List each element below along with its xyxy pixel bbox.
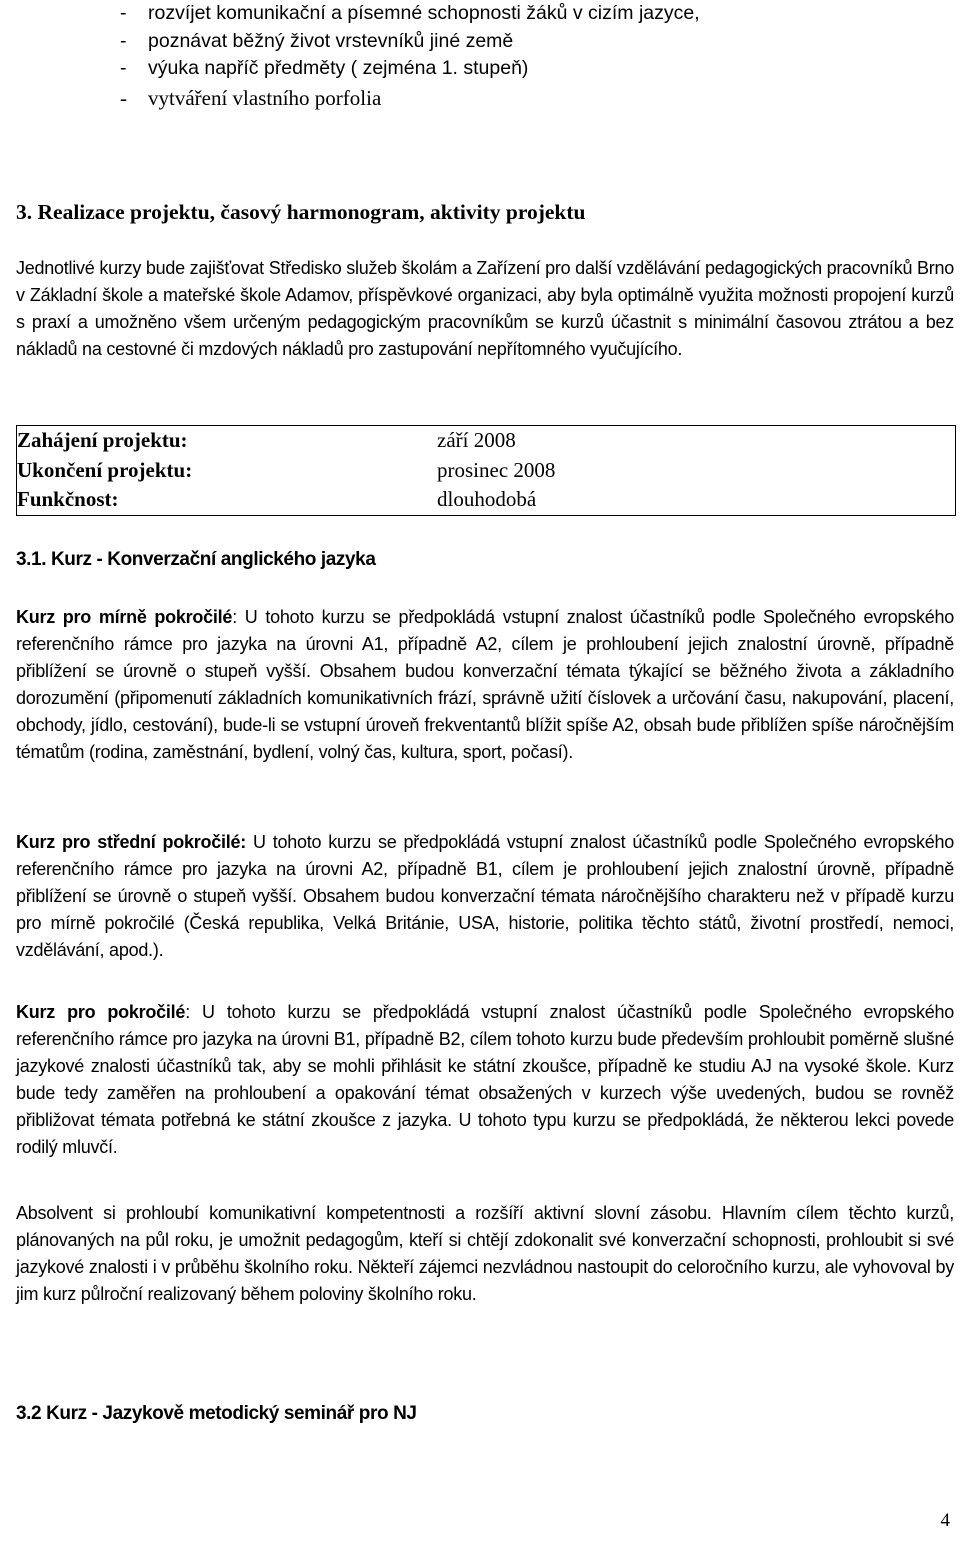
course-intermediate-paragraph <box>16 829 954 964</box>
course-description: U tohoto kurzu se předpokládá vstupní znalost účastníků podle Společného evropského referenčního rámce pro jazyka na úrovni B1, případně B2, cílem tohoto kurzu bude především prohloubit poměrně slušné jazykové znalosti účastníků tak, aby se mohli přihlásit ke státní zkoušce, případně ke studiu AJ na vysoké škole. Kurz bude tedy zaměřen na prohloubení a opakování témat obsažených v kurzech výše uvedených, budou se rovněž přibližovat témata potřebná ke státní zkoušce z jazyka. U tohoto typu kurzu se předpokládá, že některou lekci povede rodilý mluvčí. <box>16 1002 955 1157</box>
course-label-separator: : <box>232 607 237 627</box>
section-3-intro: Jednotlivé kurzy bude zajišťovat Středisko služeb školám a Zařízení pro další vzdělávání pedagogických pracovníků Brno v Základní škole a mateřské škole Adamov, příspěvkové organizaci, aby byla optimálně využita možnosti propojení kurzů s praxí a umožněno všem určeným pedagogickým pracovníkům se kurzů účastnit s minimální časovou ztrátou a bez nákladů na cestovné či mzdových nákladů pro zastupování nepřítomného vyučujícího. <box>16 258 954 359</box>
project-info-table <box>16 425 956 516</box>
list-item <box>120 55 940 83</box>
project-info-value: dlouhodobá <box>437 487 537 511</box>
list-item-text: výuka napříč předměty ( zejména 1. stupeň) <box>148 57 529 79</box>
course-label: Kurz pro pokročilé <box>16 1002 186 1022</box>
list-item-text: poznávat běžný život vrstevníků jiné země <box>148 29 514 52</box>
project-info-value: prosinec 2008 <box>437 457 556 482</box>
course-label-separator: : <box>185 1002 190 1022</box>
course-description: U tohoto kurzu se předpokládá vstupní znalost účastníků podle Společného evropského referenčního rámce pro jazyka na úrovni A1, případně A2, cílem je prohloubení jejich znalostní úrovně, případně přiblížení se úrovně o stupeň vyšší. Obsahem budou konverzační témata týkající se běžného života a základního dorozumění (připomenutí základních komunikativních frází, správně užití číslovek a určování času, nakupování, placení, obchody, jídlo, cestování), bude-li se vstupní úroveň frekventantů blížit spíše A2, obsah bude přiblížen spíše náročnějším tématům (rodina, zaměstnání, bydlení, volný čas, kultura, sport, počasí). <box>16 607 954 762</box>
project-info-value: září 2008 <box>437 428 516 452</box>
course-advanced-paragraph <box>16 999 954 1160</box>
bullet-dash: - <box>120 85 127 110</box>
list-item-text: rozvíjet komunikační a písemné schopnosti žáků v cizím jazyce, <box>148 2 700 24</box>
bullet-dash: - <box>120 2 127 24</box>
list-item <box>120 28 940 56</box>
page-number: 4 <box>940 1510 950 1531</box>
bullet-dash: - <box>120 57 127 79</box>
project-info-row <box>17 456 955 486</box>
course-intermediate-lower-paragraph <box>16 604 954 765</box>
graduate-paragraph: Absolvent si prohloubí komunikativní kompetentnosti a rozšíří aktivní slovní zásobu. Hlavním cílem těchto kurzů, plánovaných na půl roku, je umožnit pedagogům, kteří si chtějí zdokonalit své konverzační schopnosti, prohloubit si své jazykové znalosti i v průběhu školního roku. Někteří zájemci nezvládnou nastoupit do celoročního kurzu, ale vyhovoval by jim kurz půlroční realizovaný během poloviny školního roku. <box>16 1203 954 1304</box>
list-item <box>120 85 940 113</box>
project-info-label: Funkčnost: <box>17 487 119 511</box>
project-info-label: Zahájení projektu: <box>17 428 188 452</box>
project-info-row <box>17 426 955 456</box>
section-3-2-heading: 3.2 Kurz - Jazykově metodický seminář pro NJ <box>16 1403 417 1424</box>
goals-list <box>120 0 940 110</box>
course-label: Kurz pro mírně pokročilé <box>16 607 233 627</box>
list-item-text: vytváření vlastního porfolia <box>148 85 382 110</box>
section-3-heading: 3. Realizace projektu, časový harmonogram, aktivity projektu <box>16 200 586 224</box>
project-info-label: Ukončení projektu: <box>17 457 193 482</box>
project-info-row <box>17 485 955 515</box>
bullet-dash: - <box>120 29 127 52</box>
list-item <box>120 0 940 28</box>
section-3-1-heading: 3.1. Kurz - Konverzační anglického jazyka <box>16 549 376 570</box>
document-page <box>16 0 954 1547</box>
course-label: Kurz pro střední pokročilé: <box>16 832 246 852</box>
course-description: U tohoto kurzu se předpokládá vstupní znalost účastníků podle Společného evropského referenčního rámce pro jazyka na úrovni A2, případně B1, cílem je prohloubení jejich znalostní úrovně, případně přiblížení se úrovně o stupeň vyšší. Obsahem budou konverzační témata náročnějšího charakteru než v případě kurzu pro mírně pokročilé (Česká republika, Velká Británie, USA, historie, politika těchto států, životní prostředí, nemoci, vzdělávání, apod.). <box>16 832 955 960</box>
